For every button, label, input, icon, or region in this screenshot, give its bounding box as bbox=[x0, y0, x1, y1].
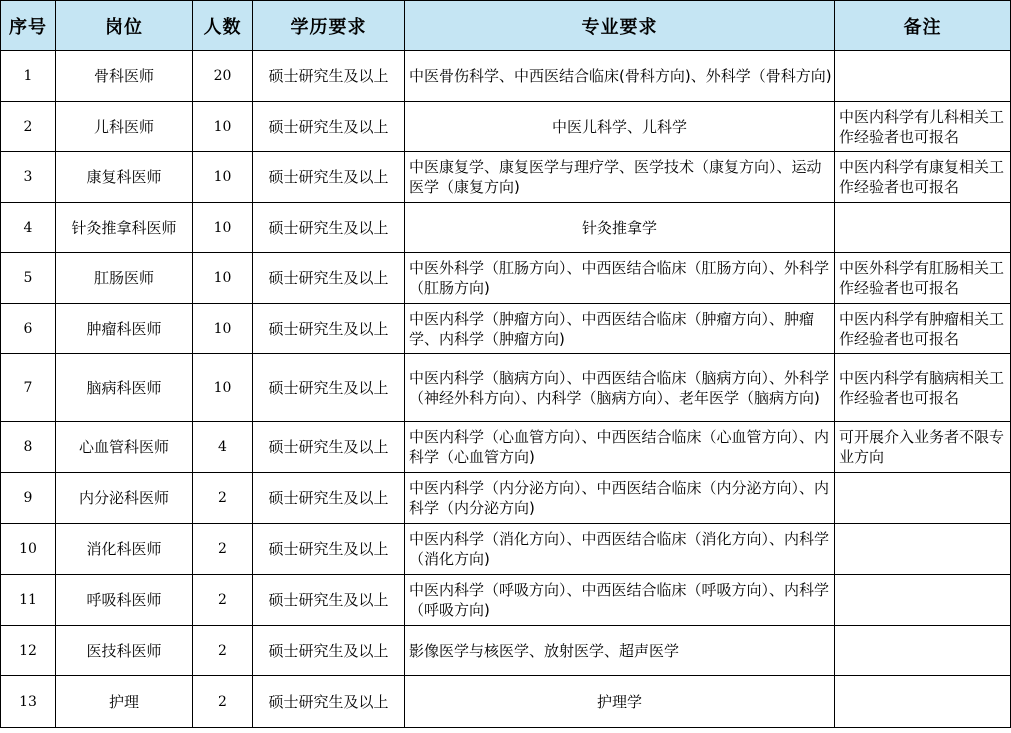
table-row bbox=[1, 203, 1011, 253]
cell-major: 护理学 bbox=[405, 676, 835, 728]
table-row bbox=[1, 354, 1011, 422]
cell-education: 硕士研究生及以上 bbox=[253, 304, 405, 354]
cell-no: 11 bbox=[1, 575, 56, 626]
cell-note bbox=[835, 203, 1011, 253]
cell-major: 中医骨伤科学、中西医结合临床(骨科方向)、外科学（骨科方向) bbox=[405, 51, 835, 102]
cell-note bbox=[835, 626, 1011, 676]
cell-education: 硕士研究生及以上 bbox=[253, 354, 405, 422]
cell-count: 2 bbox=[193, 575, 253, 626]
cell-no: 3 bbox=[1, 152, 56, 203]
cell-no: 8 bbox=[1, 422, 56, 473]
cell-position: 护理 bbox=[56, 676, 193, 728]
cell-major: 中医内科学（消化方向）、中西医结合临床（消化方向）、内科学（消化方向) bbox=[405, 524, 835, 575]
cell-position: 消化科医师 bbox=[56, 524, 193, 575]
cell-no: 10 bbox=[1, 524, 56, 575]
cell-count: 20 bbox=[193, 51, 253, 102]
cell-education: 硕士研究生及以上 bbox=[253, 152, 405, 203]
cell-count: 10 bbox=[193, 102, 253, 152]
cell-major: 中医外科学（肛肠方向）、中西医结合临床（肛肠方向）、外科学（肛肠方向) bbox=[405, 253, 835, 304]
cell-education: 硕士研究生及以上 bbox=[253, 676, 405, 728]
header-no: 序号 bbox=[1, 1, 56, 51]
cell-count: 10 bbox=[193, 203, 253, 253]
cell-count: 10 bbox=[193, 304, 253, 354]
cell-education: 硕士研究生及以上 bbox=[253, 51, 405, 102]
table-row bbox=[1, 473, 1011, 524]
table-body bbox=[1, 51, 1011, 728]
cell-count: 10 bbox=[193, 253, 253, 304]
cell-note bbox=[835, 676, 1011, 728]
cell-position: 心血管科医师 bbox=[56, 422, 193, 473]
cell-position: 针灸推拿科医师 bbox=[56, 203, 193, 253]
cell-major: 中医内科学（肿瘤方向）、中西医结合临床（肿瘤方向）、肿瘤学、内科学（肿瘤方向) bbox=[405, 304, 835, 354]
cell-major: 针灸推拿学 bbox=[405, 203, 835, 253]
cell-note: 可开展介入业务者不限专业方向 bbox=[835, 422, 1011, 473]
cell-count: 2 bbox=[193, 524, 253, 575]
cell-no: 7 bbox=[1, 354, 56, 422]
cell-major: 中医内科学（脑病方向）、中西医结合临床（脑病方向）、外科学（神经外科方向）、内科学（脑病方向）、老年医学（脑病方向) bbox=[405, 354, 835, 422]
cell-note bbox=[835, 575, 1011, 626]
cell-note bbox=[835, 524, 1011, 575]
cell-count: 2 bbox=[193, 626, 253, 676]
table-row bbox=[1, 102, 1011, 152]
cell-position: 肛肠医师 bbox=[56, 253, 193, 304]
cell-major: 中医内科学（内分泌方向）、中西医结合临床（内分泌方向）、内科学（内分泌方向) bbox=[405, 473, 835, 524]
cell-note: 中医内科学有脑病相关工作经验者也可报名 bbox=[835, 354, 1011, 422]
cell-no: 13 bbox=[1, 676, 56, 728]
table-row bbox=[1, 676, 1011, 728]
cell-count: 10 bbox=[193, 354, 253, 422]
cell-no: 12 bbox=[1, 626, 56, 676]
cell-note: 中医内科学有儿科相关工作经验者也可报名 bbox=[835, 102, 1011, 152]
cell-major: 影像医学与核医学、放射医学、超声医学 bbox=[405, 626, 835, 676]
cell-major: 中医康复学、康复医学与理疗学、医学技术（康复方向）、运动医学（康复方向) bbox=[405, 152, 835, 203]
cell-position: 康复科医师 bbox=[56, 152, 193, 203]
cell-position: 肿瘤科医师 bbox=[56, 304, 193, 354]
table-row bbox=[1, 422, 1011, 473]
cell-no: 1 bbox=[1, 51, 56, 102]
cell-count: 2 bbox=[193, 473, 253, 524]
cell-position: 骨科医师 bbox=[56, 51, 193, 102]
table-row bbox=[1, 626, 1011, 676]
cell-position: 脑病科医师 bbox=[56, 354, 193, 422]
cell-education: 硕士研究生及以上 bbox=[253, 253, 405, 304]
header-position: 岗位 bbox=[56, 1, 193, 51]
cell-position: 医技科医师 bbox=[56, 626, 193, 676]
cell-major: 中医儿科学、儿科学 bbox=[405, 102, 835, 152]
table-row bbox=[1, 575, 1011, 626]
cell-education: 硕士研究生及以上 bbox=[253, 102, 405, 152]
cell-no: 9 bbox=[1, 473, 56, 524]
cell-education: 硕士研究生及以上 bbox=[253, 203, 405, 253]
cell-no: 2 bbox=[1, 102, 56, 152]
table-row bbox=[1, 304, 1011, 354]
table-row bbox=[1, 524, 1011, 575]
cell-note bbox=[835, 473, 1011, 524]
cell-note bbox=[835, 51, 1011, 102]
cell-education: 硕士研究生及以上 bbox=[253, 422, 405, 473]
cell-education: 硕士研究生及以上 bbox=[253, 575, 405, 626]
cell-education: 硕士研究生及以上 bbox=[253, 524, 405, 575]
cell-note: 中医内科学有肿瘤相关工作经验者也可报名 bbox=[835, 304, 1011, 354]
header-count: 人数 bbox=[193, 1, 253, 51]
table-row bbox=[1, 253, 1011, 304]
cell-note: 中医外科学有肛肠相关工作经验者也可报名 bbox=[835, 253, 1011, 304]
header-education: 学历要求 bbox=[253, 1, 405, 51]
cell-education: 硕士研究生及以上 bbox=[253, 626, 405, 676]
cell-no: 6 bbox=[1, 304, 56, 354]
cell-major: 中医内科学（心血管方向）、中西医结合临床（心血管方向）、内科学（心血管方向) bbox=[405, 422, 835, 473]
header-note: 备注 bbox=[835, 1, 1011, 51]
cell-major: 中医内科学（呼吸方向）、中西医结合临床（呼吸方向）、内科学（呼吸方向) bbox=[405, 575, 835, 626]
cell-count: 4 bbox=[193, 422, 253, 473]
cell-count: 10 bbox=[193, 152, 253, 203]
cell-note: 中医内科学有康复相关工作经验者也可报名 bbox=[835, 152, 1011, 203]
header-row bbox=[1, 1, 1011, 51]
cell-position: 呼吸科医师 bbox=[56, 575, 193, 626]
cell-position: 内分泌科医师 bbox=[56, 473, 193, 524]
header-major: 专业要求 bbox=[405, 1, 835, 51]
cell-count: 2 bbox=[193, 676, 253, 728]
cell-education: 硕士研究生及以上 bbox=[253, 473, 405, 524]
cell-no: 4 bbox=[1, 203, 56, 253]
cell-position: 儿科医师 bbox=[56, 102, 193, 152]
cell-no: 5 bbox=[1, 253, 56, 304]
table-row bbox=[1, 152, 1011, 203]
table-row bbox=[1, 51, 1011, 102]
